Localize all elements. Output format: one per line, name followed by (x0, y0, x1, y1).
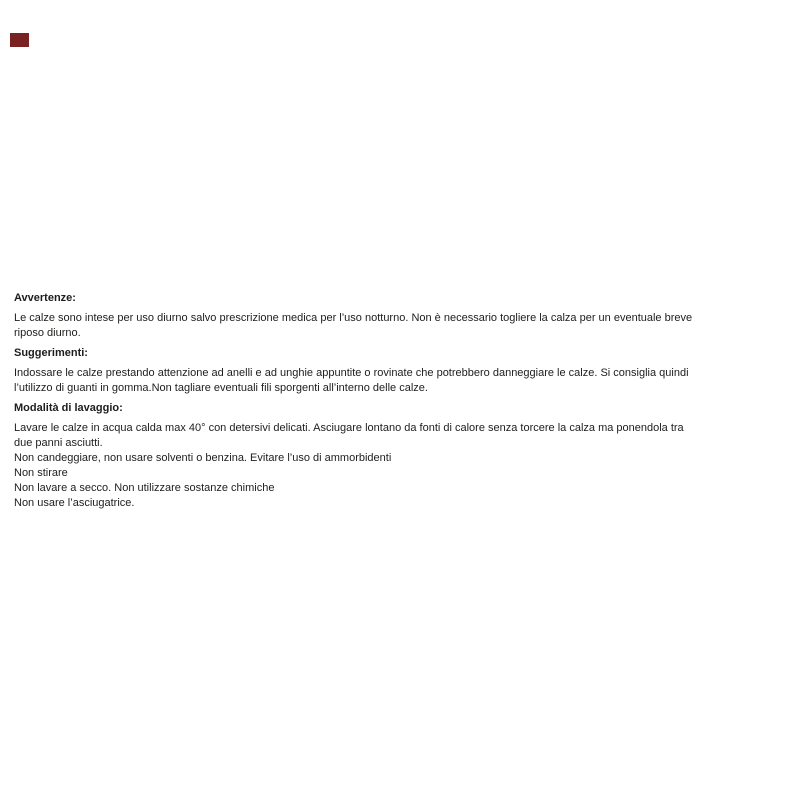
section-heading-suggerimenti: Suggerimenti: (14, 347, 88, 359)
section-heading-avvertenze: Avvertenze: (14, 292, 76, 304)
section-modalita-di-lavaggio (14, 401, 790, 511)
care-rule-no-bleach: Non candeggiare, non usare solventi o benzina. Evitare l’uso di ammorbidenti (14, 452, 392, 464)
paragraph-line: Lavare le calze in acqua calda max 40° con detersivi delicati. Asciugare lontano da fonti di calore senza torcere la calza ma ponendola tra (14, 422, 684, 434)
care-rule-no-tumble-dry: Non usare l’asciugatrice. (14, 497, 135, 509)
care-rule-no-dry-clean: Non lavare a secco. Non utilizzare sostanze chimiche (14, 482, 275, 494)
care-rule-no-iron: Non stirare (14, 467, 68, 479)
paragraph-line: due panni asciutti. (14, 437, 103, 449)
section-heading-modalita-di-lavaggio: Modalità di lavaggio: (14, 402, 123, 414)
paragraph-line: Le calze sono intese per uso diurno salvo prescrizione medica per l’uso notturno. Non è necessario togliere la calza per un eventuale breve (14, 312, 693, 324)
paragraph-line: Indossare le calze prestando attenzione ad anelli e ad unghie appuntite o rovinate che potrebbero danneggiare le calze. Si consiglia quindi (14, 367, 689, 379)
section-suggerimenti (14, 346, 790, 396)
section-avvertenze (14, 291, 790, 341)
paragraph-line: riposo diurno. (14, 327, 81, 339)
care-instructions (14, 291, 790, 516)
red-marker (10, 33, 29, 47)
paragraph-line: l’utilizzo di guanti in gomma.Non tagliare eventuali fili sporgenti all’interno delle calze. (14, 382, 428, 394)
